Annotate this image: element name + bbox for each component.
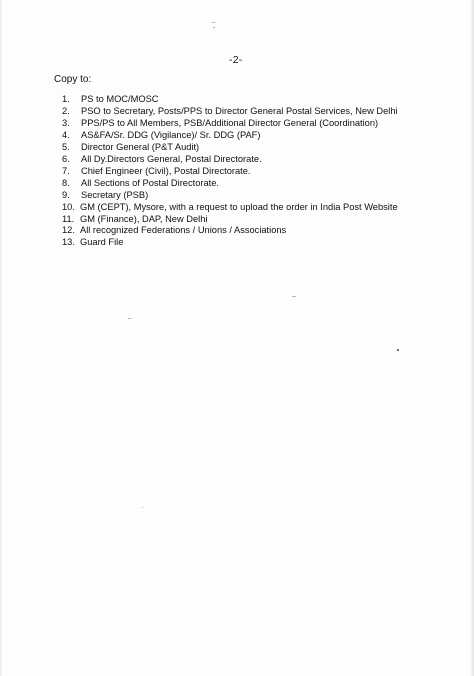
list-item	[62, 118, 398, 130]
scan-speck	[397, 349, 399, 351]
item-number: 9.	[62, 189, 70, 200]
item-number: 4.	[62, 129, 70, 140]
list-item	[62, 94, 398, 106]
item-number: 1.	[62, 94, 70, 104]
item-number: 7.	[62, 165, 70, 176]
item-number: 2.	[62, 105, 70, 116]
list-item	[62, 190, 398, 202]
list-item	[62, 214, 398, 226]
item-text: PPS/PS to All Members, PSB/Additional Director General (Coordination)	[81, 117, 379, 128]
scan-speck	[292, 296, 296, 297]
list-item	[62, 178, 398, 190]
list-item	[62, 237, 398, 249]
page-number: -2-	[229, 54, 243, 66]
item-number: 6.	[62, 153, 70, 164]
list-item	[62, 106, 398, 118]
item-text: GM (Finance), DAP, New Delhi	[80, 213, 208, 224]
list-item	[62, 154, 398, 166]
item-number: 8.	[62, 177, 70, 188]
item-text: All Dy.Directors General, Postal Directorate.	[81, 153, 262, 164]
list-item	[62, 225, 398, 237]
scan-speck	[128, 318, 131, 319]
item-number: 3.	[62, 117, 70, 128]
item-text: PSO to Secretary, Posts/PPS to Director General Postal Services, New Delhi	[81, 105, 398, 116]
item-text: GM (CEPT), Mysore, with a request to upload the order in India Post Website	[80, 201, 398, 212]
item-text: Chief Engineer (Civil), Postal Directorate.	[81, 165, 251, 176]
page-left-edge	[0, 0, 3, 676]
item-text: PS to MOC/MOSC	[81, 94, 159, 104]
list-item	[62, 202, 398, 214]
page-right-edge	[470, 0, 474, 676]
item-text: Director General (P&T Audit)	[81, 141, 200, 152]
item-number: 12.	[62, 225, 75, 236]
scan-speck	[142, 507, 143, 508]
item-number: 11.	[62, 213, 75, 224]
item-text: All Sections of Postal Directorate.	[81, 177, 219, 188]
item-text: AS&FA/Sr. DDG (Vigilance)/ Sr. DDG (PAF)	[81, 129, 261, 140]
item-text: All recognized Federations / Unions / Associations	[80, 225, 287, 236]
item-text: Secretary (PSB)	[81, 189, 149, 200]
item-number: 13.	[62, 237, 75, 248]
scan-speck	[213, 27, 215, 28]
scan-speck	[212, 22, 215, 23]
recipient-list	[62, 94, 398, 249]
list-item	[62, 130, 398, 142]
copy-to-heading: Copy to:	[54, 74, 92, 85]
item-text: Guard File	[80, 237, 124, 248]
list-item	[62, 142, 398, 154]
list-item	[62, 166, 398, 178]
item-number: 10.	[62, 201, 75, 212]
item-number: 5.	[62, 141, 70, 152]
